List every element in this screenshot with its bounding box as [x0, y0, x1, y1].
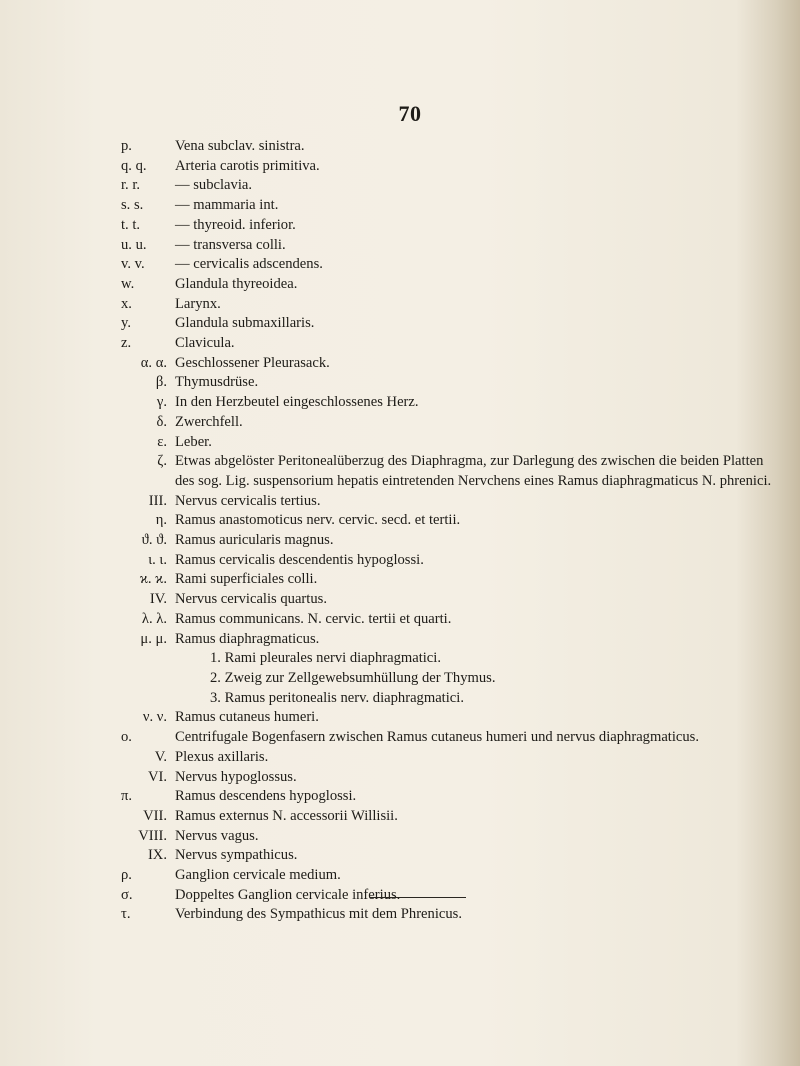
entry-mark: p. — [121, 138, 132, 154]
legend-entry — [118, 708, 778, 728]
legend-entry — [118, 492, 778, 512]
entry-text: — transversa colli. — [175, 236, 286, 253]
entry-mark: z. — [121, 335, 132, 352]
entry-mark: VI. — [147, 768, 167, 785]
entry-text: Ramus diaphragmaticus. — [175, 630, 320, 647]
entry-mark: λ. λ. — [141, 610, 167, 627]
legend-entry — [118, 827, 778, 847]
entry-mark: u. u. — [121, 236, 147, 253]
entry-text: Ramus externus N. accessorii Willisii. — [175, 807, 398, 824]
entry-mark: x. — [121, 295, 132, 312]
legend-entry — [118, 354, 778, 374]
entry-text: In den Herzbeutel eingeschlossenes Herz. — [175, 394, 419, 411]
entry-text: — cervicalis adscendens. — [175, 256, 323, 273]
entry-text: Etwas abgelöster Peritonealüberzug des Diaphragma, zur Darlegung des zwischen die beiden Platten des sog. Lig. suspensorium hepatis eintretenden Nervchens eines Ramus diaphragmaticus N. phrenici. — [175, 453, 772, 489]
entry-mark: q. q. — [121, 157, 147, 174]
legend-entry — [118, 433, 778, 453]
entry-mark: r. r. — [121, 177, 141, 194]
entry-text: 3. Ramus peritonealis nerv. diaphragmatici. — [210, 689, 464, 706]
entry-mark: μ. μ. — [140, 630, 167, 647]
legend-entry — [118, 275, 778, 295]
legend-entry — [118, 846, 778, 866]
entry-text: Geschlossener Pleurasack. — [175, 354, 330, 371]
entry-mark: ρ. — [121, 867, 132, 884]
legend-entry — [118, 905, 778, 925]
entry-text: Glandula submaxillaris. — [175, 315, 315, 332]
entry-mark: VII. — [143, 807, 167, 824]
entry-mark: III. — [148, 492, 167, 509]
entry-text: Rami superficiales colli. — [175, 571, 318, 588]
entry-text: Clavicula. — [175, 335, 235, 352]
entry-text: Arteria carotis primitiva. — [175, 157, 320, 174]
entry-text: Verbindung des Sympathicus mit dem Phrenicus. — [175, 906, 462, 923]
entry-mark: β. — [155, 374, 167, 391]
entry-mark: ν. ν. — [142, 709, 167, 726]
entry-text: Ramus anastomoticus nerv. cervic. secd. et tertii. — [175, 512, 461, 529]
entry-mark: s. s. — [121, 197, 144, 214]
entry-text: Centrifugale Bogenfasern zwischen Ramus cutaneus humeri und nervus diaphragmaticus. — [175, 729, 700, 746]
entry-text: Ramus cervicalis descendentis hypoglossi. — [175, 551, 424, 568]
entry-mark: σ. — [121, 886, 133, 903]
legend-entry — [118, 807, 778, 827]
entry-mark: IV. — [149, 591, 167, 608]
closing-rule — [370, 897, 466, 898]
entry-mark: IX. — [147, 847, 167, 864]
entry-mark: v. v. — [121, 256, 145, 273]
entry-text: — thyreoid. inferior. — [175, 216, 296, 233]
legend-entry — [118, 590, 778, 610]
entry-text: Nervus vagus. — [175, 827, 259, 844]
legend-subentry — [118, 689, 778, 709]
entry-mark: y. — [121, 315, 131, 332]
entry-mark: ϰ. ϰ. — [139, 571, 167, 588]
entry-mark: w. — [121, 275, 135, 292]
entry-text: Nervus cervicalis quartus. — [175, 591, 327, 608]
page-number: 70 — [398, 101, 422, 126]
entry-mark: ι. ι. — [148, 551, 167, 568]
entry-text: Larynx. — [175, 295, 221, 312]
entry-text: Leber. — [175, 433, 212, 450]
entry-mark: α. α. — [140, 354, 167, 371]
legend-entry — [118, 295, 778, 315]
entry-mark: V. — [154, 748, 167, 765]
entry-text: Zwerchfell. — [175, 413, 243, 430]
entry-text: 2. Zweig zur Zellgewebsumhüllung der Thymus. — [210, 669, 496, 686]
legend-entry — [118, 511, 778, 531]
legend-entry — [118, 728, 778, 748]
entry-text: Ramus descendens hypoglossi. — [175, 788, 357, 805]
entry-mark: γ. — [156, 394, 167, 411]
legend-entry — [118, 393, 778, 413]
entry-text: Ramus auricularis magnus. — [175, 532, 334, 549]
entry-mark: ο. — [121, 729, 132, 746]
entry-text: Nervus hypoglossus. — [175, 768, 297, 785]
entry-text: Nervus sympathicus. — [175, 847, 298, 864]
legend-entry — [118, 886, 778, 906]
entry-text: — subclavia. — [175, 177, 253, 194]
entry-text: Glandula thyreoidea. — [175, 275, 298, 292]
legend-entry — [118, 748, 778, 768]
entry-mark: t. t. — [121, 216, 141, 233]
entry-text: — mammaria int. — [175, 197, 279, 214]
entry-text: Ramus communicans. N. cervic. tertii et quarti. — [175, 610, 452, 627]
legend-entry — [118, 137, 778, 157]
legend-entry — [118, 216, 778, 236]
entry-mark: τ. — [121, 906, 131, 923]
legend-entry — [118, 334, 778, 354]
legend-list — [118, 137, 778, 925]
entry-text: Plexus axillaris. — [175, 748, 269, 765]
legend-entry — [118, 866, 778, 886]
entry-mark: η. — [155, 512, 167, 529]
entry-text: Ramus cutaneus humeri. — [175, 709, 319, 726]
legend-subentry — [118, 669, 778, 689]
entry-mark: ε. — [157, 433, 167, 450]
entry-text: Ganglion cervicale medium. — [175, 867, 341, 884]
legend-entry — [118, 630, 778, 650]
legend-entry — [118, 452, 778, 491]
entry-mark: δ. — [156, 413, 167, 430]
legend-entry — [118, 551, 778, 571]
legend-entry — [118, 570, 778, 590]
legend-entry — [118, 236, 778, 256]
legend-entry — [118, 176, 778, 196]
legend-entry — [118, 255, 778, 275]
entry-text: Doppeltes Ganglion cervicale inferius. — [175, 886, 401, 903]
legend-entry — [118, 787, 778, 807]
legend-entry — [118, 373, 778, 393]
legend-entry — [118, 314, 778, 334]
entry-text: 1. Rami pleurales nervi diaphragmatici. — [210, 650, 441, 667]
legend-entry — [118, 768, 778, 788]
entry-text: Thymusdrüse. — [175, 374, 259, 391]
entry-text: Vena subclav. sinistra. — [175, 138, 305, 154]
legend-entry — [118, 531, 778, 551]
entry-mark: ζ. — [157, 453, 167, 470]
legend-entry — [118, 413, 778, 433]
legend-subentry — [118, 649, 778, 669]
entry-mark: ϑ. ϑ. — [141, 532, 167, 549]
legend-entry — [118, 610, 778, 630]
legend-entry — [118, 196, 778, 216]
entry-mark: VIII. — [138, 827, 167, 844]
entry-mark: π. — [121, 788, 133, 805]
legend-entry — [118, 157, 778, 177]
entry-text: Nervus cervicalis tertius. — [175, 492, 321, 509]
